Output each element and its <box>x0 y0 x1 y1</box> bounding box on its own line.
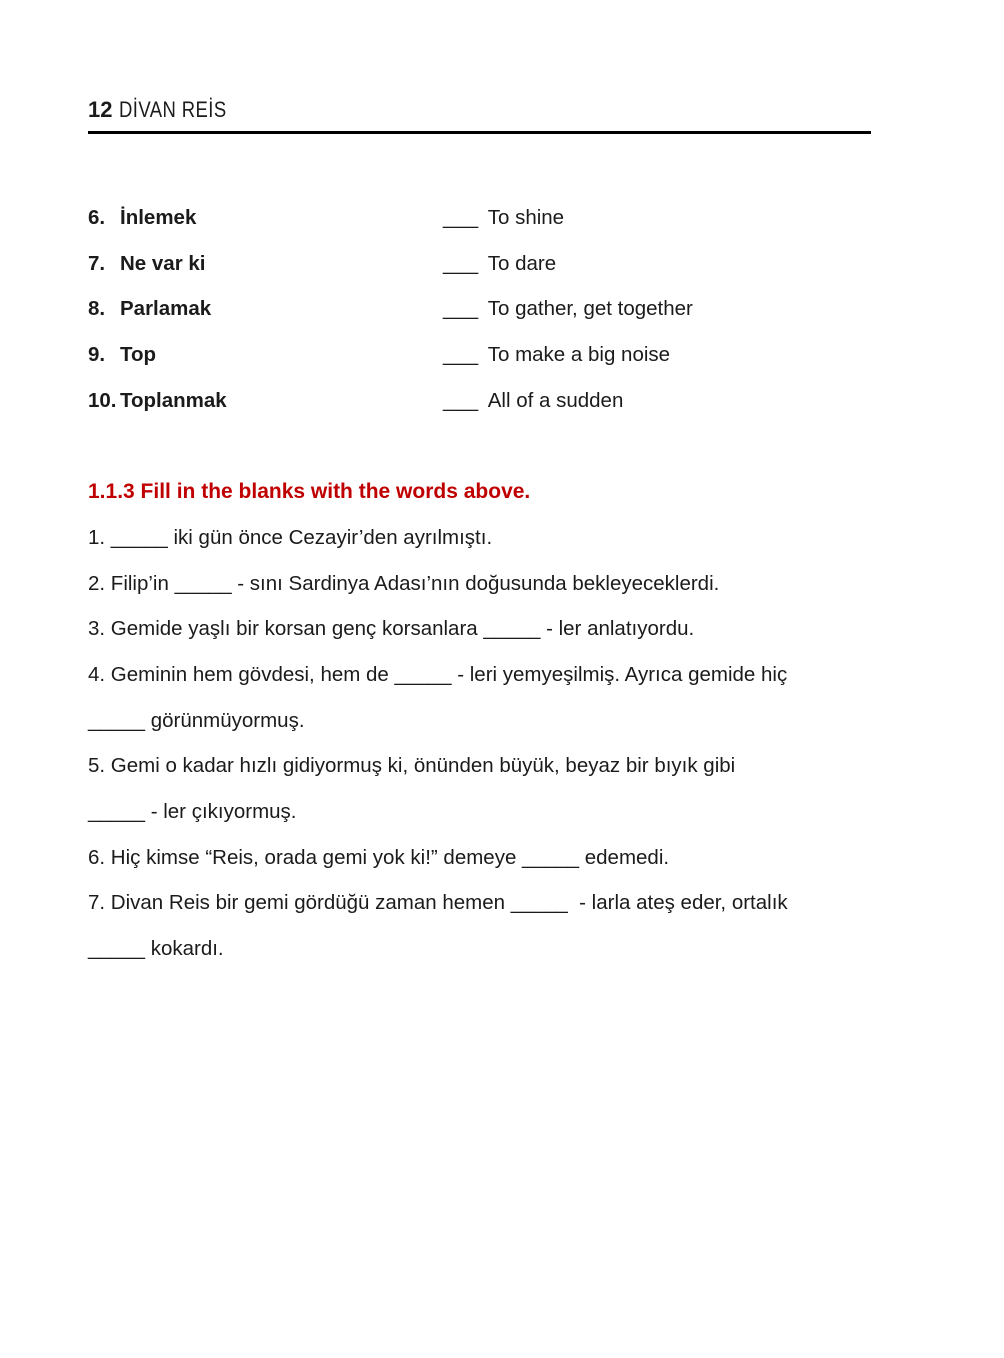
sentence-line-continuation: _____ kokardı. <box>88 936 224 960</box>
fill-in-exercise <box>88 515 874 972</box>
match-term <box>88 195 443 241</box>
definition-text: To dare <box>487 251 557 275</box>
match-row <box>88 332 874 378</box>
match-definition <box>443 378 623 424</box>
answer-blank: ___ <box>443 297 479 321</box>
match-term <box>88 332 443 378</box>
match-number: 7. <box>88 251 106 275</box>
sentence-line: 2. Filip’in _____ - sını Sardinya Adası’nın doğusunda bekleyeceklerdi. <box>88 571 720 595</box>
sentence-line: 6. Hiç kimse “Reis, orada gemi yok ki!” demeye _____ edemedi. <box>88 845 670 869</box>
match-word: Toplanmak <box>120 388 227 412</box>
answer-blank: ___ <box>443 206 479 229</box>
match-word: Top <box>120 342 157 366</box>
section-heading: 1.1.3 Fill in the blanks with the words above. <box>88 480 531 504</box>
header-title: DİVAN REİS <box>118 97 227 122</box>
sentence-line: 3. Gemide yaşlı bir korsan genç korsanlara _____ - ler anlatıyordu. <box>88 617 695 641</box>
match-word: Parlamak <box>120 297 212 321</box>
sentence-line: 1. _____ iki gün önce Cezayir’den ayrılmıştı. <box>88 525 493 549</box>
match-number: 10. <box>88 388 117 412</box>
match-number: 8. <box>88 297 106 321</box>
document-header <box>88 96 871 134</box>
sentence-line-continuation: _____ görünmüyormuş. <box>88 708 305 732</box>
header-page-number: 12 <box>88 97 113 122</box>
match-word: İnlemek <box>120 206 197 229</box>
match-definition <box>443 195 564 241</box>
match-term <box>88 241 443 287</box>
match-term <box>88 378 443 424</box>
match-number: 9. <box>88 342 106 366</box>
definition-text: To gather, get together <box>487 297 693 321</box>
match-row <box>88 286 874 332</box>
sentence-line-continuation: _____ - ler çıkıyormuş. <box>88 799 297 823</box>
matching-exercise <box>88 195 874 423</box>
sentence-line: 5. Gemi o kadar hızlı gidiyormuş ki, önünden büyük, beyaz bir bıyık gibi <box>88 754 736 778</box>
match-row <box>88 241 874 287</box>
answer-blank: ___ <box>443 388 479 412</box>
definition-text: All of a sudden <box>487 388 624 412</box>
match-definition <box>443 286 693 332</box>
match-row <box>88 195 874 241</box>
definition-text: To shine <box>487 206 565 229</box>
match-word: Ne var ki <box>120 251 206 275</box>
answer-blank: ___ <box>443 342 479 366</box>
definition-text: To make a big noise <box>487 342 671 366</box>
sentence-line: 7. Divan Reis bir gemi gördüğü zaman hemen _____ - larla ateş eder, ortalık <box>88 891 788 915</box>
match-number: 6. <box>88 206 106 229</box>
header-spacer <box>112 97 118 122</box>
sentence-line: 4. Geminin hem gövdesi, hem de _____ - leri yemyeşilmiş. Ayrıca gemide hiç <box>88 662 788 686</box>
answer-blank: ___ <box>443 251 479 275</box>
match-term <box>88 286 443 332</box>
match-definition <box>443 241 556 287</box>
match-definition <box>443 332 670 378</box>
match-row <box>88 378 874 424</box>
